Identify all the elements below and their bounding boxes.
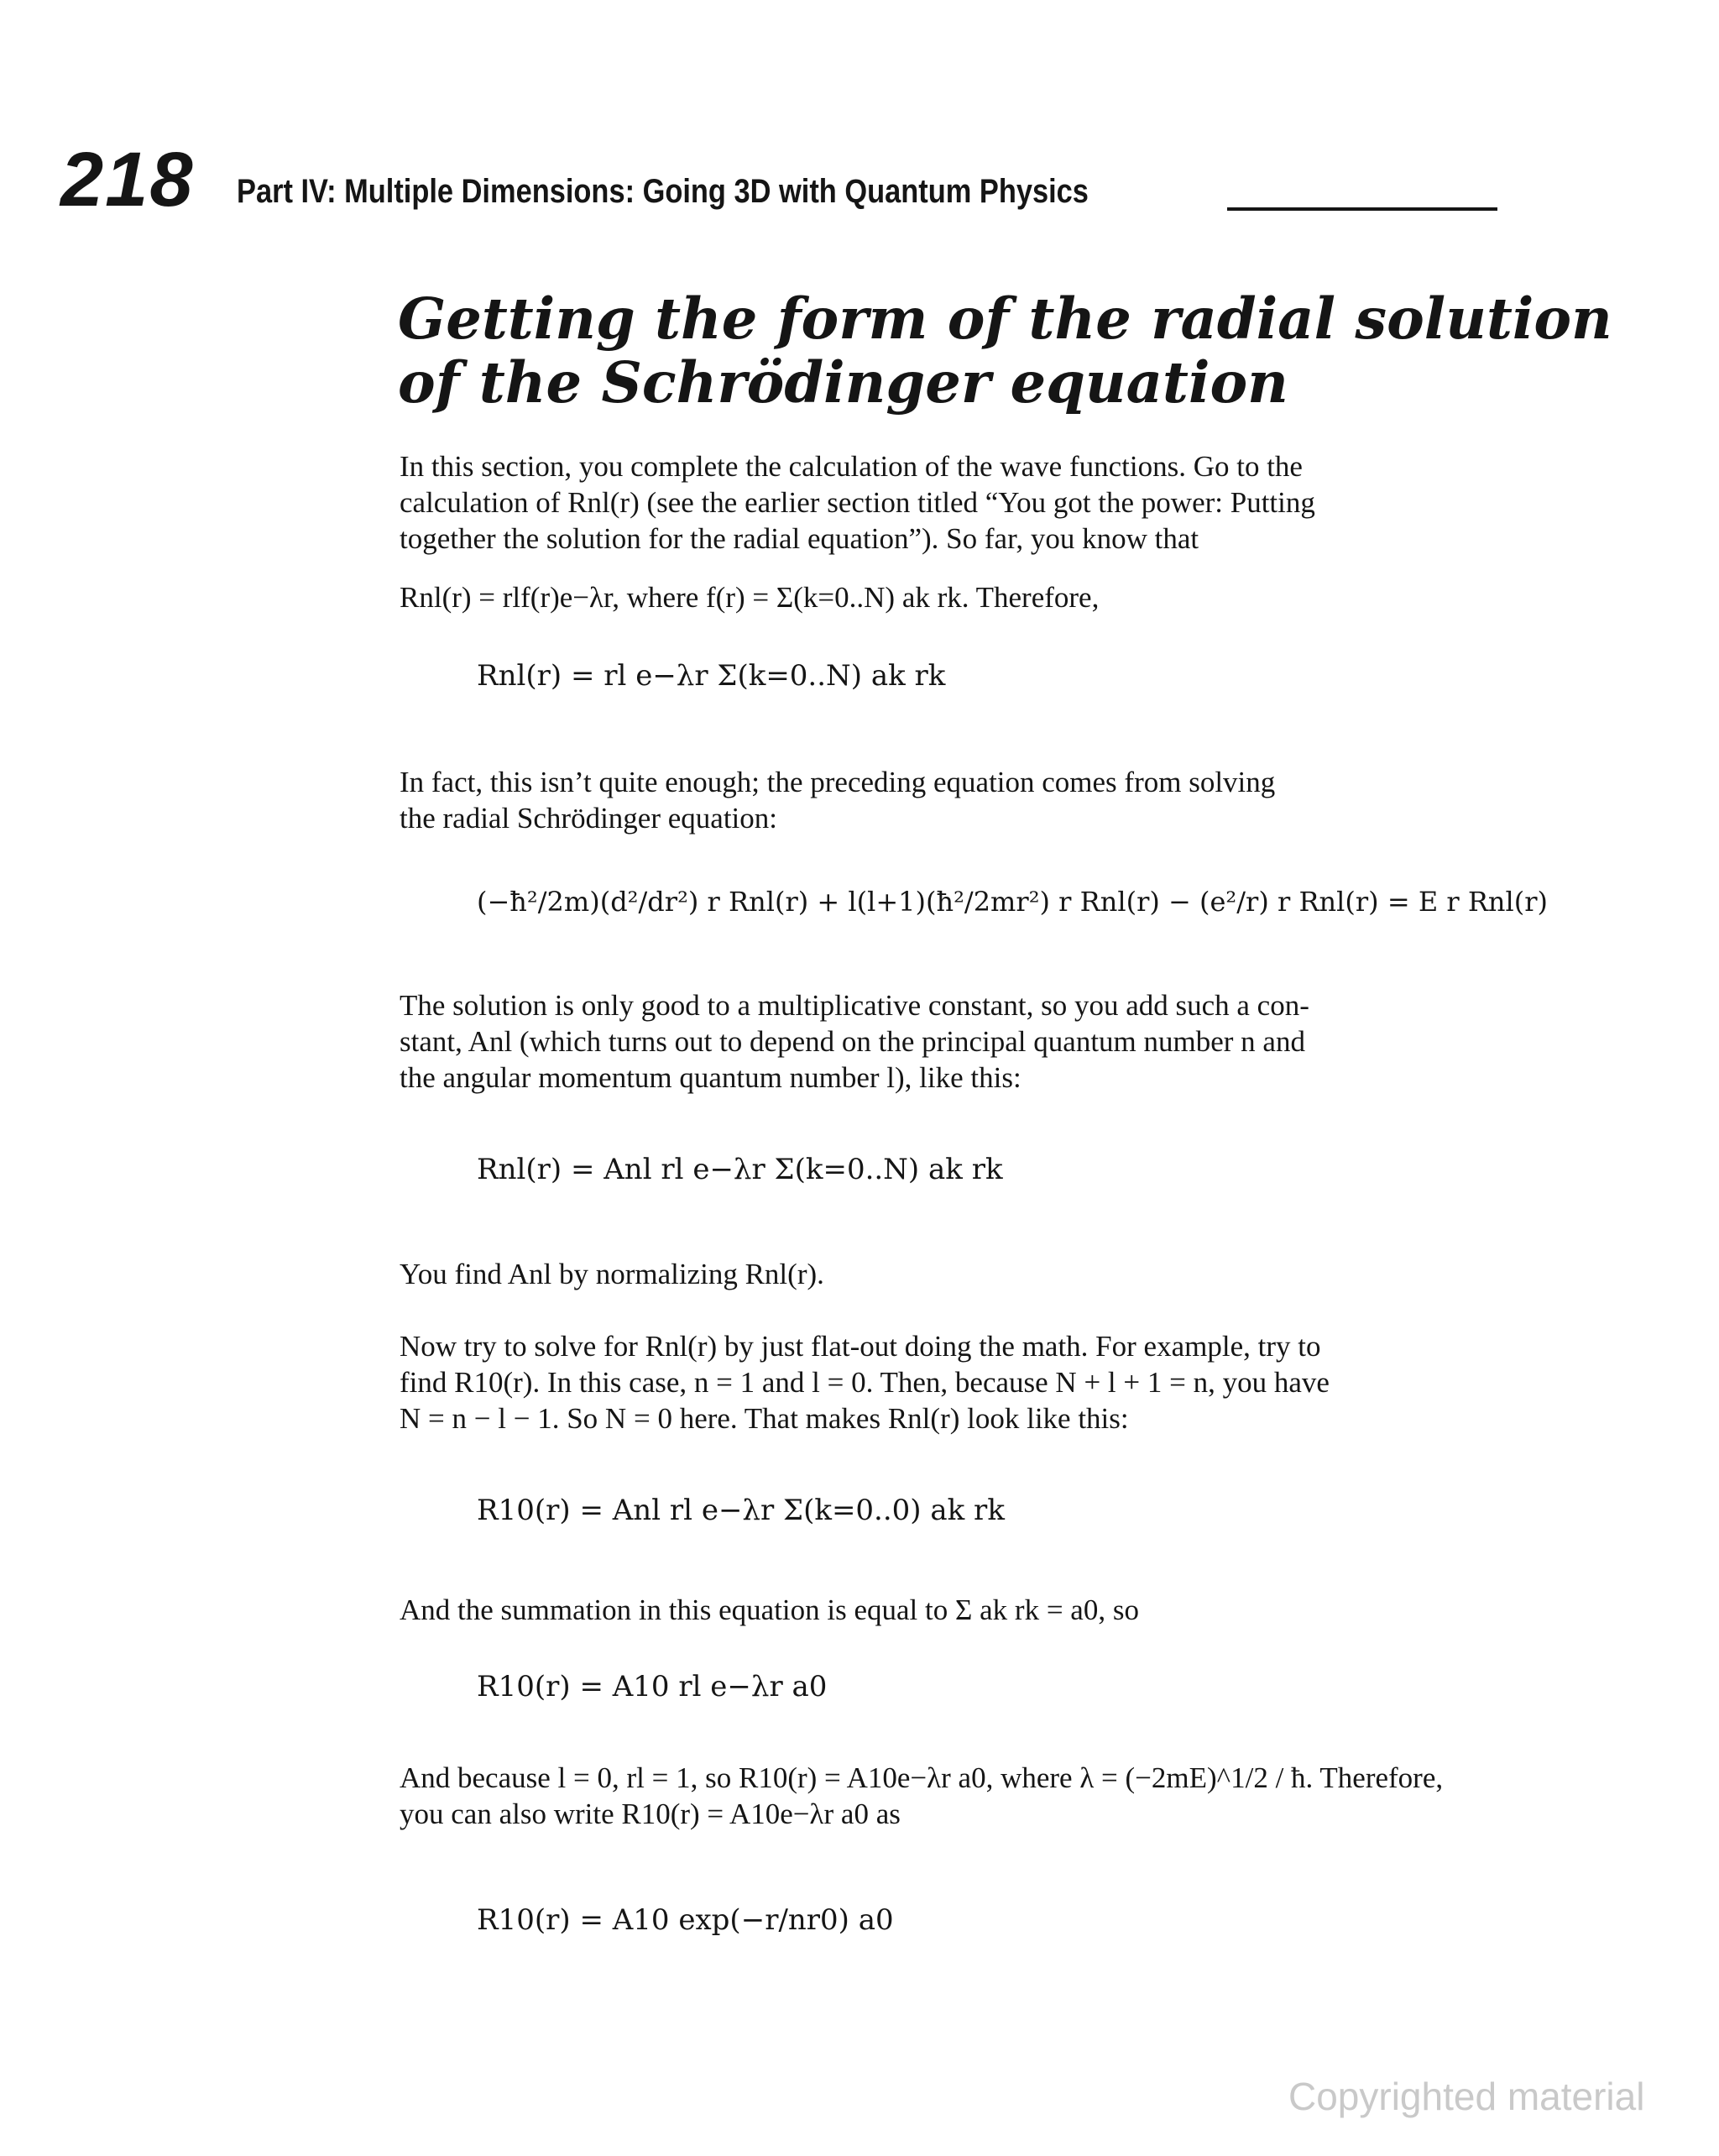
paragraph-2-line-1: In fact, this isn’t quite enough; the preceding equation comes from solving [400,766,1276,798]
header-rule [1227,207,1497,211]
equation-5: R10(r) = A10 rl e−λr a0 [477,1670,828,1703]
paragraph-1-line-2: calculation of Rnl(r) (see the earlier section titled “You got the power: Putting [400,486,1315,519]
paragraph-5-line-3: N = n − l − 1. So N = 0 here. That makes Rnl(r) look like this: [400,1402,1129,1435]
paragraph-4-line-1: You find Anl by normalizing Rnl(r). [400,1258,824,1290]
page-number: 218 [60,137,195,222]
paragraph-1 [400,448,1507,557]
equation-3: Rnl(r) = Anl rl e−λr Σ(k=0..N) ak rk [477,1153,1003,1186]
paragraph-4 [400,1256,1507,1292]
paragraph-5-line-1: Now try to solve for Rnl(r) by just flat-out doing the math. For example, try to [400,1330,1321,1363]
paragraph-7 [400,1760,1507,1832]
equation-6: R10(r) = A10 exp(−r/nr0) a0 [477,1903,894,1937]
equation-2: (−ħ²/2m)(d²/dr²) r Rnl(r) + l(l+1)(ħ²/2mr²) r Rnl(r) − (e²/r) r Rnl(r) = E r Rnl(r) [477,886,1549,918]
paragraph-6-line-1: And the summation in this equation is equal to Σ ak rk = a0, so [400,1593,1139,1626]
paragraph-2-line-2: the radial Schrödinger equation: [400,802,777,835]
paragraph-2 [400,764,1507,836]
equation-1: Rnl(r) = rl e−λr Σ(k=0..N) ak rk [477,659,946,693]
paragraph-6 [400,1592,1507,1628]
paragraph-1-line-1: In this section, you complete the calculation of the wave functions. Go to the [400,450,1303,483]
section-title-line-2: of the Schrödinger equation [398,349,1288,416]
inline-equation-line: Rnl(r) = rlf(r)e−λr, where f(r) = Σ(k=0..N) ak rk. Therefore, [400,581,1100,614]
paragraph-5-line-2: find R10(r). In this case, n = 1 and l = 0. Then, because N + l + 1 = n, you have [400,1366,1330,1399]
paragraph-7-line-2: you can also write R10(r) = A10e−λr a0 as [400,1798,901,1830]
paragraph-3-line-1: The solution is only good to a multiplicative constant, so you add such a con- [400,989,1309,1022]
running-head: Part IV: Multiple Dimensions: Going 3D with Quantum Physics [237,173,1089,210]
section-title [398,285,1612,416]
paragraph-5 [400,1328,1507,1436]
paragraph-3 [400,987,1507,1096]
copyright-watermark: Copyrighted material [1288,2075,1645,2118]
paragraph-1-line-3: together the solution for the radial equation”). So far, you know that [400,522,1199,555]
equation-4: R10(r) = Anl rl e−λr Σ(k=0..0) ak rk [477,1494,1005,1527]
paragraph-3-line-3: the angular momentum quantum number l), like this: [400,1061,1021,1094]
paragraph-7-line-1: And because l = 0, rl = 1, so R10(r) = A10e−λr a0, where λ = (−2mE)^1/2 / ħ. Therefore, [400,1761,1444,1794]
section-title-line-1: Getting the form of the radial solution [398,285,1612,352]
paragraph-3-line-2: stant, Anl (which turns out to depend on the principal quantum number n and [400,1025,1305,1058]
paragraph-1-inline-equation [400,579,1507,615]
